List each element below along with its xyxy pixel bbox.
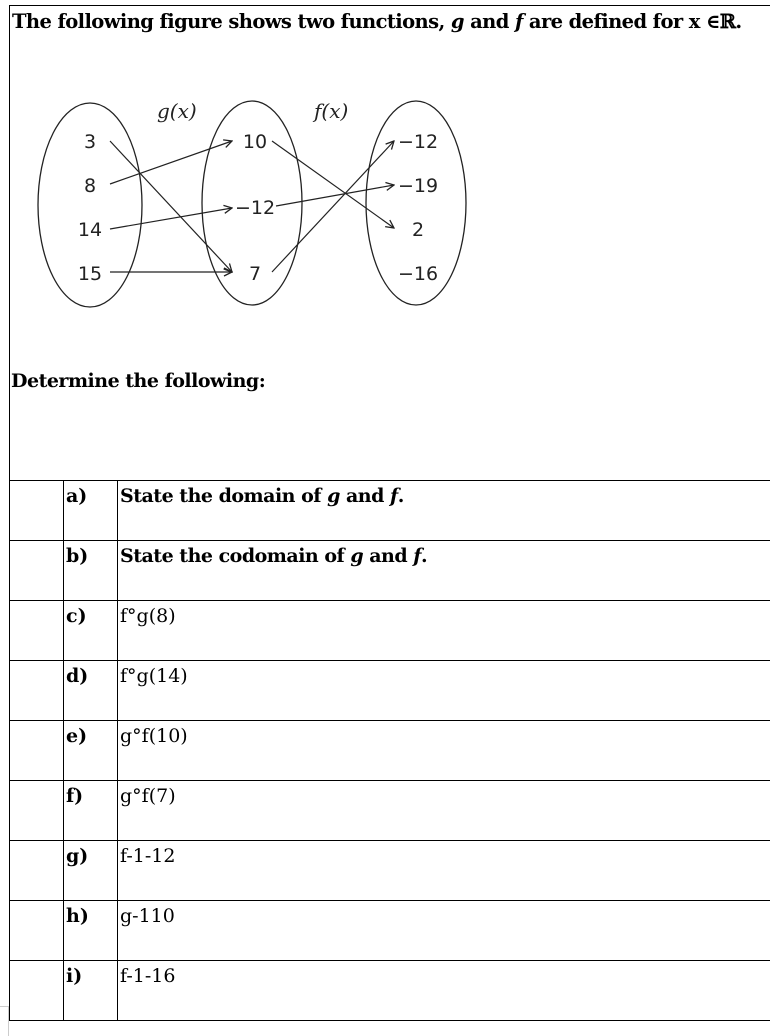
table-row bbox=[10, 781, 770, 841]
table-row bbox=[10, 541, 770, 601]
question-text: State the codomain of g and f. bbox=[118, 541, 770, 601]
codomain-value: 2 bbox=[411, 219, 425, 241]
question-text: g°f(7) bbox=[118, 781, 770, 841]
domain-value: 14 bbox=[77, 219, 103, 241]
question-letter: i) bbox=[64, 961, 118, 1021]
question-letter: h) bbox=[64, 901, 118, 961]
domain-value: 15 bbox=[77, 263, 103, 285]
question-text: f-1-16 bbox=[118, 961, 770, 1021]
question-text: f-1-12 bbox=[118, 841, 770, 901]
table-row bbox=[10, 661, 770, 721]
codomain-value: −19 bbox=[397, 175, 439, 197]
question-letter: g) bbox=[64, 841, 118, 901]
question-letter: c) bbox=[64, 601, 118, 661]
section-heading: Determine the following: bbox=[11, 370, 266, 392]
table-row bbox=[10, 481, 770, 541]
table-row bbox=[10, 901, 770, 961]
question-text: f°g(14) bbox=[118, 661, 770, 721]
f-arrow-7-to-neg12 bbox=[272, 141, 394, 272]
question-letter: e) bbox=[64, 721, 118, 781]
g-function-label: g(x) bbox=[157, 99, 197, 123]
question-letter: d) bbox=[64, 661, 118, 721]
codomain-value: −12 bbox=[397, 131, 439, 153]
question-text: f°g(8) bbox=[118, 601, 770, 661]
table-row bbox=[10, 841, 770, 901]
question-letter: a) bbox=[64, 481, 118, 541]
middle-value: −12 bbox=[234, 197, 276, 219]
middle-value: 10 bbox=[242, 131, 268, 153]
question-text: g°f(10) bbox=[118, 721, 770, 781]
question-text: State the domain of g and f. bbox=[118, 481, 770, 541]
codomain-value: −16 bbox=[397, 263, 439, 285]
domain-value: 8 bbox=[83, 175, 97, 197]
corner-fragment bbox=[0, 1006, 9, 1036]
question-letter: f) bbox=[64, 781, 118, 841]
g-arrow-8-to-10 bbox=[110, 141, 232, 184]
f-arrow-neg12-to-neg19 bbox=[276, 185, 394, 206]
questions-table bbox=[9, 480, 770, 1021]
domain-value: 3 bbox=[83, 131, 97, 153]
mapping-diagram bbox=[0, 0, 770, 320]
middle-value: 7 bbox=[248, 263, 262, 285]
f-arrow-10-to-2 bbox=[272, 141, 394, 228]
g-arrow-3-to-7 bbox=[110, 141, 232, 272]
problem-statement: The following figure shows two functions, g and f are defined for x ∈ℝ. bbox=[12, 10, 742, 33]
question-text: g-110 bbox=[118, 901, 770, 961]
f-function-label: f(x) bbox=[314, 99, 349, 123]
question-letter: b) bbox=[64, 541, 118, 601]
g-arrow-14-to-neg12 bbox=[110, 208, 232, 229]
table-row bbox=[10, 601, 770, 661]
table-row bbox=[10, 961, 770, 1021]
table-row bbox=[10, 721, 770, 781]
